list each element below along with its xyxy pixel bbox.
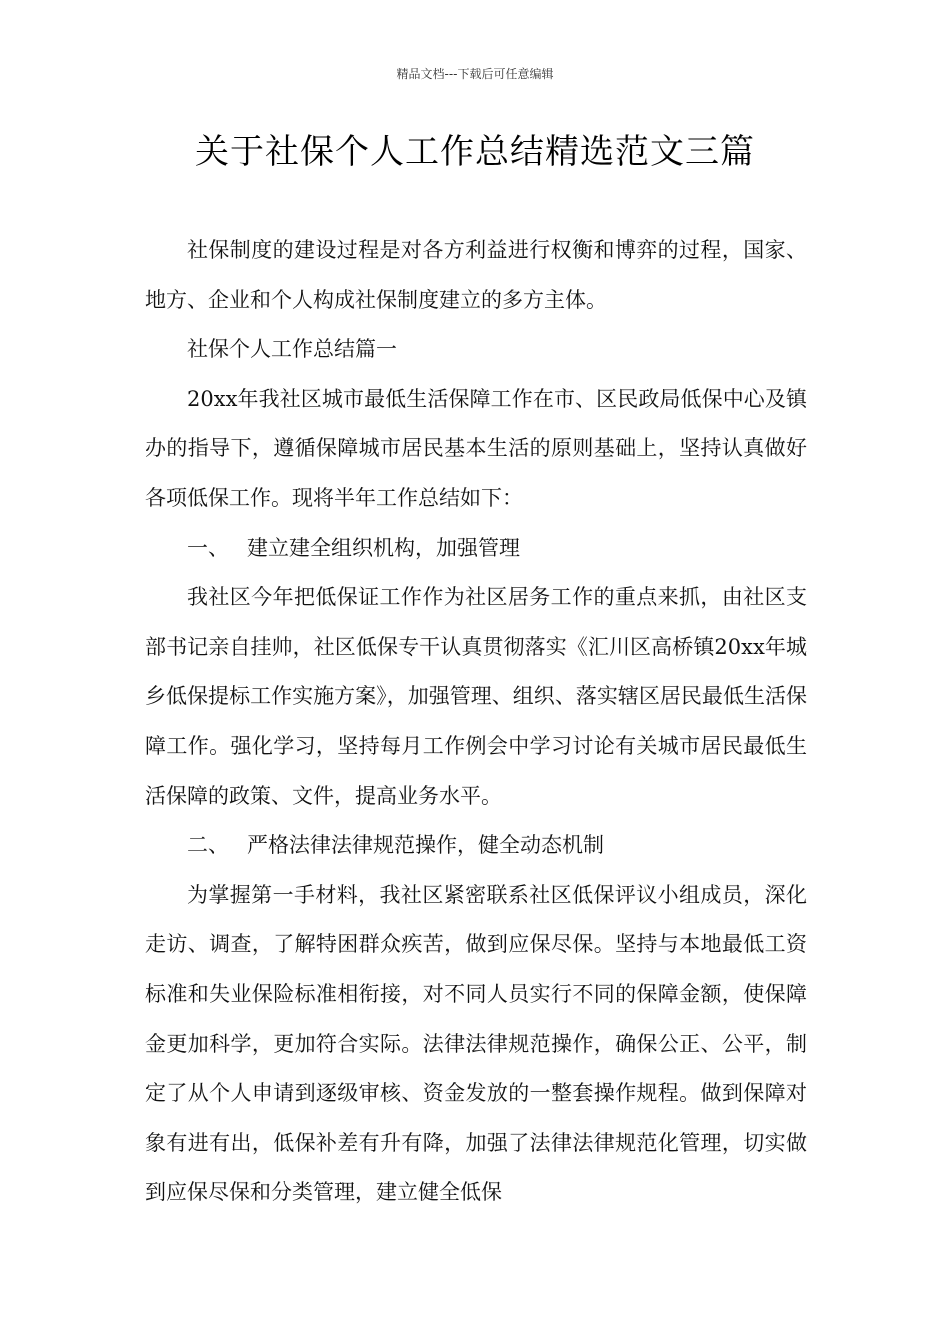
subsection-heading-1 bbox=[145, 524, 807, 574]
header-note: 精品文档---下载后可任意编辑 bbox=[396, 67, 554, 81]
subsection-heading-2 bbox=[145, 821, 807, 871]
section-heading-part-one: 社保个人工作总结篇一 bbox=[187, 337, 397, 362]
subsection-number-2: 二、 bbox=[187, 833, 229, 858]
paragraph-intro: 社保制度的建设过程是对各方利益进行权衡和博弈的过程，国家、地方、企业和个人构成社保制度建立的多方主体。 bbox=[145, 238, 807, 312]
document-body bbox=[145, 226, 807, 1218]
document-title: 关于社保个人工作总结精选范文三篇 bbox=[195, 132, 755, 172]
subsection-number-1: 一、 bbox=[187, 535, 229, 560]
paragraph-regulation: 为掌握第一手材料，我社区紧密联系社区低保评议小组成员，深化走访、调查，了解特困群众疾苦，做到应保尽保。坚持与本地最低工资标准和失业保险标准相衔接，对不同人员实行不同的保障金额，使保障金更加科学，更加符合实际。法律法律规范操作，确保公正、公平，制定了从个人申请到逐级审核、资金发放的一整套操作规程。做到保障对象有进有出，低保补差有升有降，加强了法律法律规范化管理，切实做到应保尽保和分类管理，建立健全低保 bbox=[145, 882, 807, 1205]
subsection-title-2: 严格法律法律规范操作，健全动态机制 bbox=[247, 833, 604, 858]
paragraph-summary-intro: 20xx年我社区城市最低生活保障工作在市、区民政局低保中心及镇办的指导下，遵循保障城市居民基本生活的原则基础上，坚持认真做好各项低保工作。现将半年工作总结如下： bbox=[145, 386, 807, 510]
subsection-title-1: 建立建全组织机构，加强管理 bbox=[247, 535, 520, 560]
paragraph-organization: 我社区今年把低保证工作作为社区居务工作的重点来抓，由社区支部书记亲自挂帅，社区低保专干认真贯彻落实《汇川区高桥镇20xx年城乡低保提标工作实施方案》，加强管理、组织、落实辖区居民最低生活保障工作。强化学习，坚持每月工作例会中学习讨论有关城市居民最低生活保障的政策、文件，提高业务水平。 bbox=[145, 585, 807, 808]
